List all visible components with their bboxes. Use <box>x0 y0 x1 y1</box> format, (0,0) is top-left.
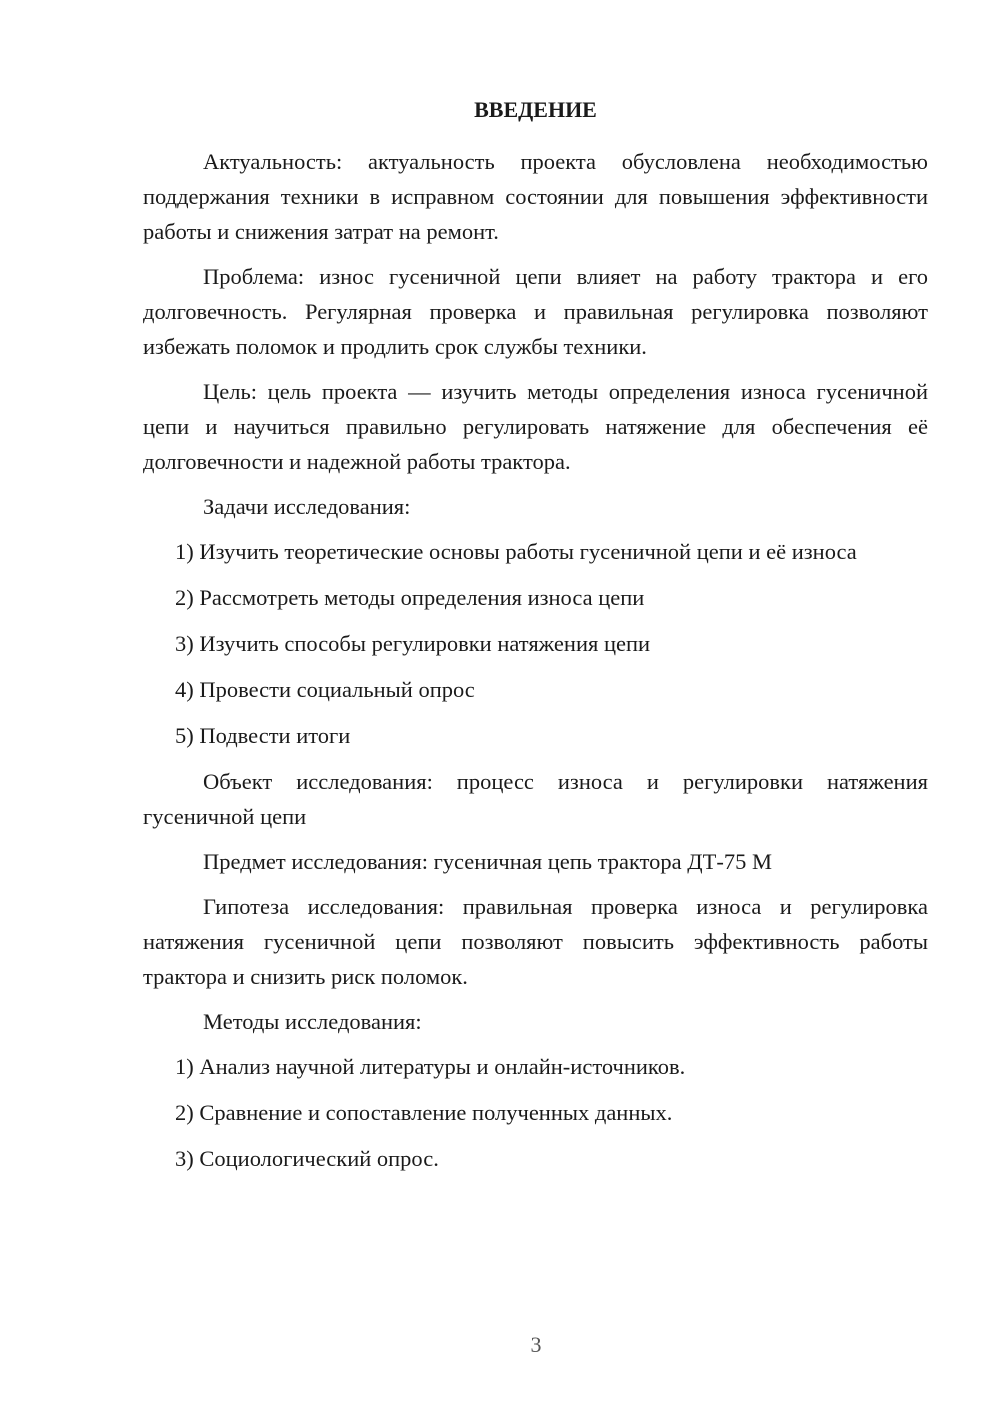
goal-paragraph: Цель: цель проекта — изучить методы определения износа гусеничной цепи и научиться правильно регулировать натяжение для обеспечения её долговечности и надежной работы трактора. <box>143 379 928 474</box>
method-item: 2) Сравнение и сопоставление полученных данных. <box>175 1100 673 1125</box>
task-item: 2) Рассмотреть методы определения износа цепи <box>175 585 645 610</box>
hypothesis-paragraph: Гипотеза исследования: правильная проверка износа и регулировка натяжения гусеничной цепи позволяют повысить эффективность работы трактора и снизить риск поломок. <box>143 894 928 989</box>
task-item: 4) Провести социальный опрос <box>175 677 475 702</box>
page-number: 3 <box>530 1332 542 1357</box>
method-item: 3) Социологический опрос. <box>175 1146 439 1171</box>
tasks-heading: Задачи исследования: <box>203 494 411 519</box>
object-paragraph: Объект исследования: процесс износа и регулировки натяжения гусеничной цепи <box>143 769 928 829</box>
task-item: 5) Подвести итоги <box>175 723 351 748</box>
section-title: ВВЕДЕНИЕ <box>474 97 597 122</box>
problem-paragraph: Проблема: износ гусеничной цепи влияет на работу трактора и его долговечность. Регулярная проверка и правильная регулировка позволяют избежать поломок и продлить срок службы техники. <box>143 264 928 359</box>
page-content <box>143 92 928 1187</box>
method-item: 1) Анализ научной литературы и онлайн-источников. <box>175 1054 686 1079</box>
task-item: 1) Изучить теоретические основы работы гусеничной цепи и её износа <box>175 539 857 564</box>
subject-paragraph: Предмет исследования: гусеничная цепь трактора ДТ-75 М <box>203 849 772 874</box>
methods-heading: Методы исследования: <box>203 1009 422 1034</box>
task-item: 3) Изучить способы регулировки натяжения цепи <box>175 631 651 656</box>
relevance-paragraph: Актуальность: актуальность проекта обусловлена необходимостью поддержания техники в исправном состоянии для повышения эффективности работы и снижения затрат на ремонт. <box>143 149 928 244</box>
